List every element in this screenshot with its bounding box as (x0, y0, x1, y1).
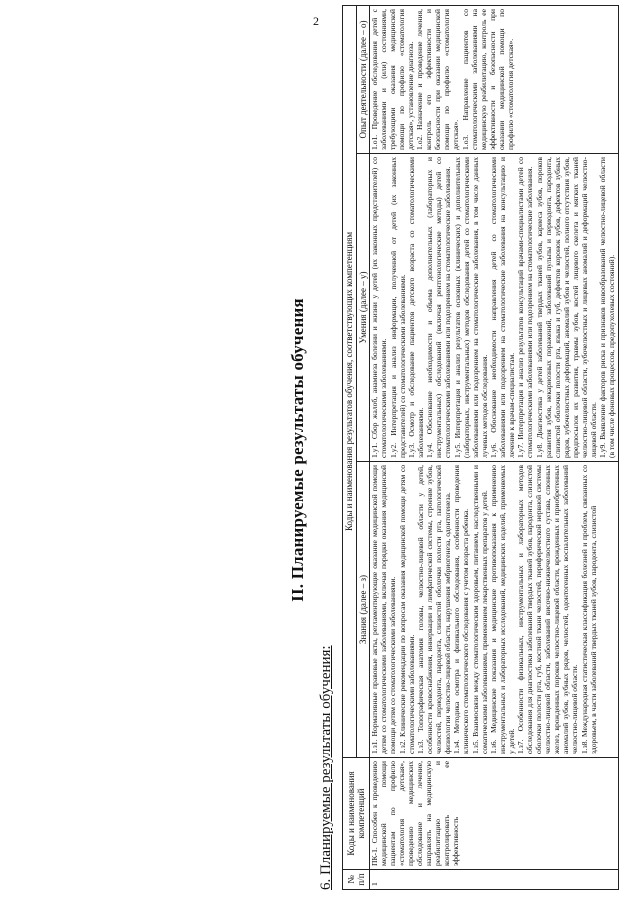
page-number: 2 (313, 14, 319, 28)
header-codes: Коды и наименования компетенций (343, 758, 370, 870)
row-number: 1 (370, 870, 619, 890)
list-item: 1.у4. Обоснование необходимости и объема дополнительных (лабораторных и инструментальных) обследований (включая рентгенологические методы) детей со стоматологическими заболеваниями или подозрением на стоматологические заболевания. (425, 157, 453, 458)
table-row (370, 6, 619, 890)
competence-cell: ПК-1. Способен к проведению медицинской помощи пациентам по профилю «стоматология детская», проведению медицинских обследование и лечение, направлять на медицинскую реабилитацию и контролировать ее эффективность (370, 758, 619, 870)
header-experience: Опыт деятельности (далее – о) (356, 6, 370, 154)
list-item: 1.у5. Интерпретация и анализ результатов основных (клинических) и дополнительных (лабораторных, инструментальных) методов обследования детей со стоматологическими заболеваниями или подозрением на стоматологические заболевания, в том числе данных лучевых методов обследования. (452, 157, 489, 458)
list-item: 1.у1. Сбор жалоб, анамнеза болезни и жизни у детей (их законных представителей) со стоматологическими заболеваниями. (370, 157, 389, 458)
table-header-row-1 (343, 6, 357, 890)
list-item: 1.з8. Международная статистическая классификация болезней и проблем, связанных со здоровьем, в части заболеваний твердых тканей зубов, пародонта, слизистой (579, 465, 598, 754)
list-item: 1.з5. Взаимосвязи между стоматологическим здоровьем, питанием, наследственными и соматическими заболеваниями, применением лекарственных препаратов у детей. (470, 465, 489, 754)
header-knowledge: Знания (далее – з) (356, 462, 370, 758)
list-item: 1.з7. Особенности физикальных, инструментальных и лабораторных методов обследования для диагностики заболеваний твердых тканей зубов, пародонта, слизистой оболочки полости рта, губ, костной ткани челюстей, периферической нервной системы челюстно-лицевой области, заболеваний височно-нижнечелюстного сустава, слюнных желез, врожденных пороков челюстно-лицевой области, врожденных и приобретенных аномалий зубов, зубных рядов, челюстей, одонтогенных воспалительных заболеваний челюстно-лицевой области. (516, 465, 580, 754)
section-title: II. Планируемые результаты обучения (288, 298, 307, 602)
list-item: 1.у3. Осмотр и обследование пациентов детского возраста со стоматологическими заболеваниями. (407, 157, 425, 458)
list-item: 1.о2. Назначение и проведение лечения, контроль его эффективности и безопасности при оказании медицинской помощи по профилю «стоматология детская». (415, 9, 461, 150)
list-item: 1.о3. Направление пациентов со стоматологическими заболеваниями на медицинскую реабилитацию, контроль ее эффективности и безопасности при оказании медицинской помощи по профилю «стоматология детская». (460, 9, 515, 150)
results-table (342, 5, 619, 890)
list-item: 1.у2. Интерпретация и анализ информации, полученной от детей (их законных представителей) со стоматологическими заболеваниями. (388, 157, 407, 458)
list-item: 1.о1. Проведение обследования детей с заболеваниями и (или) состояниями, требующими оказания медицинской помощи по профилю «стоматология детская», установление диагноза. (370, 9, 416, 150)
header-group: Коды и наименования результатов обучения, соответствующих компетенциям (343, 6, 357, 758)
list-item: 1.з2. Клинические рекомендации по вопросам оказания медицинской помощи детям со стоматологическими заболеваниями. (397, 465, 416, 754)
header-num: № п/п (343, 870, 370, 890)
table-header-row-2 (356, 6, 370, 890)
knowledge-cell (370, 462, 619, 758)
list-item: 1.у7. Интерпретация и анализ результатов консультаций врачами-специалистами детей со стоматологическими заболеваниями или подозрением на стоматологические заболевания. (516, 157, 535, 458)
list-item: 1.з6. Медицинские показания и медицинские противопоказания к применению инструментальных и лабораторных исследований, медицинских изделий, применяемых у детей. (489, 465, 517, 754)
skills-cell (370, 154, 619, 462)
header-skills: Умения (далее – у) (356, 154, 370, 462)
subsection-title: 6. Планируемые результаты обучения: (318, 645, 334, 890)
list-item: 1.у8. Диагностика у детей заболеваний твердых тканей зубов, кариеса зубов, пороков развития зубов, некариозных поражений, заболеваний пульпы и периодонта, пародонта, слизистой оболочки полости рта, языка и губ, дефектов коронок зубов, дефектов зубных рядов, зубочелюстных деформаций, аномалий зубов и челюстей, полного отсутствия зубов, предпосылок их развития, травмы зубов, костей лицевого скелета и мягких тканей челюстно-лицевой области, зубочелюстных и лицевых аномалий и деформаций челюстно-лицевой области. (534, 157, 598, 458)
list-item: 1.у9. Выявление факторов риска и признаков новообразований челюстно-лицевой области (в том числе фоновых процессов, предопухолевых состояний). (598, 157, 616, 458)
list-item: 1.у6. Обоснование необходимости направления детей со стоматологическими заболеваниями или подозрением на стоматологические заболевания на консультацию и лечение к врачам-специалистам. (489, 157, 517, 458)
list-item: 1.з1. Нормативные правовые акты, регламентирующие оказание медицинской помощи детям со стоматологическими заболеваниями, включая порядки оказания медицинской помощи детям со стоматологическими заболеваниями. (370, 465, 398, 754)
list-item: 1.з4. Методика осмотра и физикального обследования, особенности проведения клинического стоматологического обследования с учетом возраста ребенка. (452, 465, 471, 754)
list-item: 1.з3. Топографическая анатомия головы, челюстно-лицевой области у детей, особенности кровоснабжения, иннервации и лимфатической системы, строение зубов, челюстей, периодонта, пародонта, слизистой оболочки полости рта, патологической физиологии челюстно-лицевой области, нарушения эмбриогенеза, одонтогенеза. (415, 465, 452, 754)
experience-cell (370, 6, 619, 154)
